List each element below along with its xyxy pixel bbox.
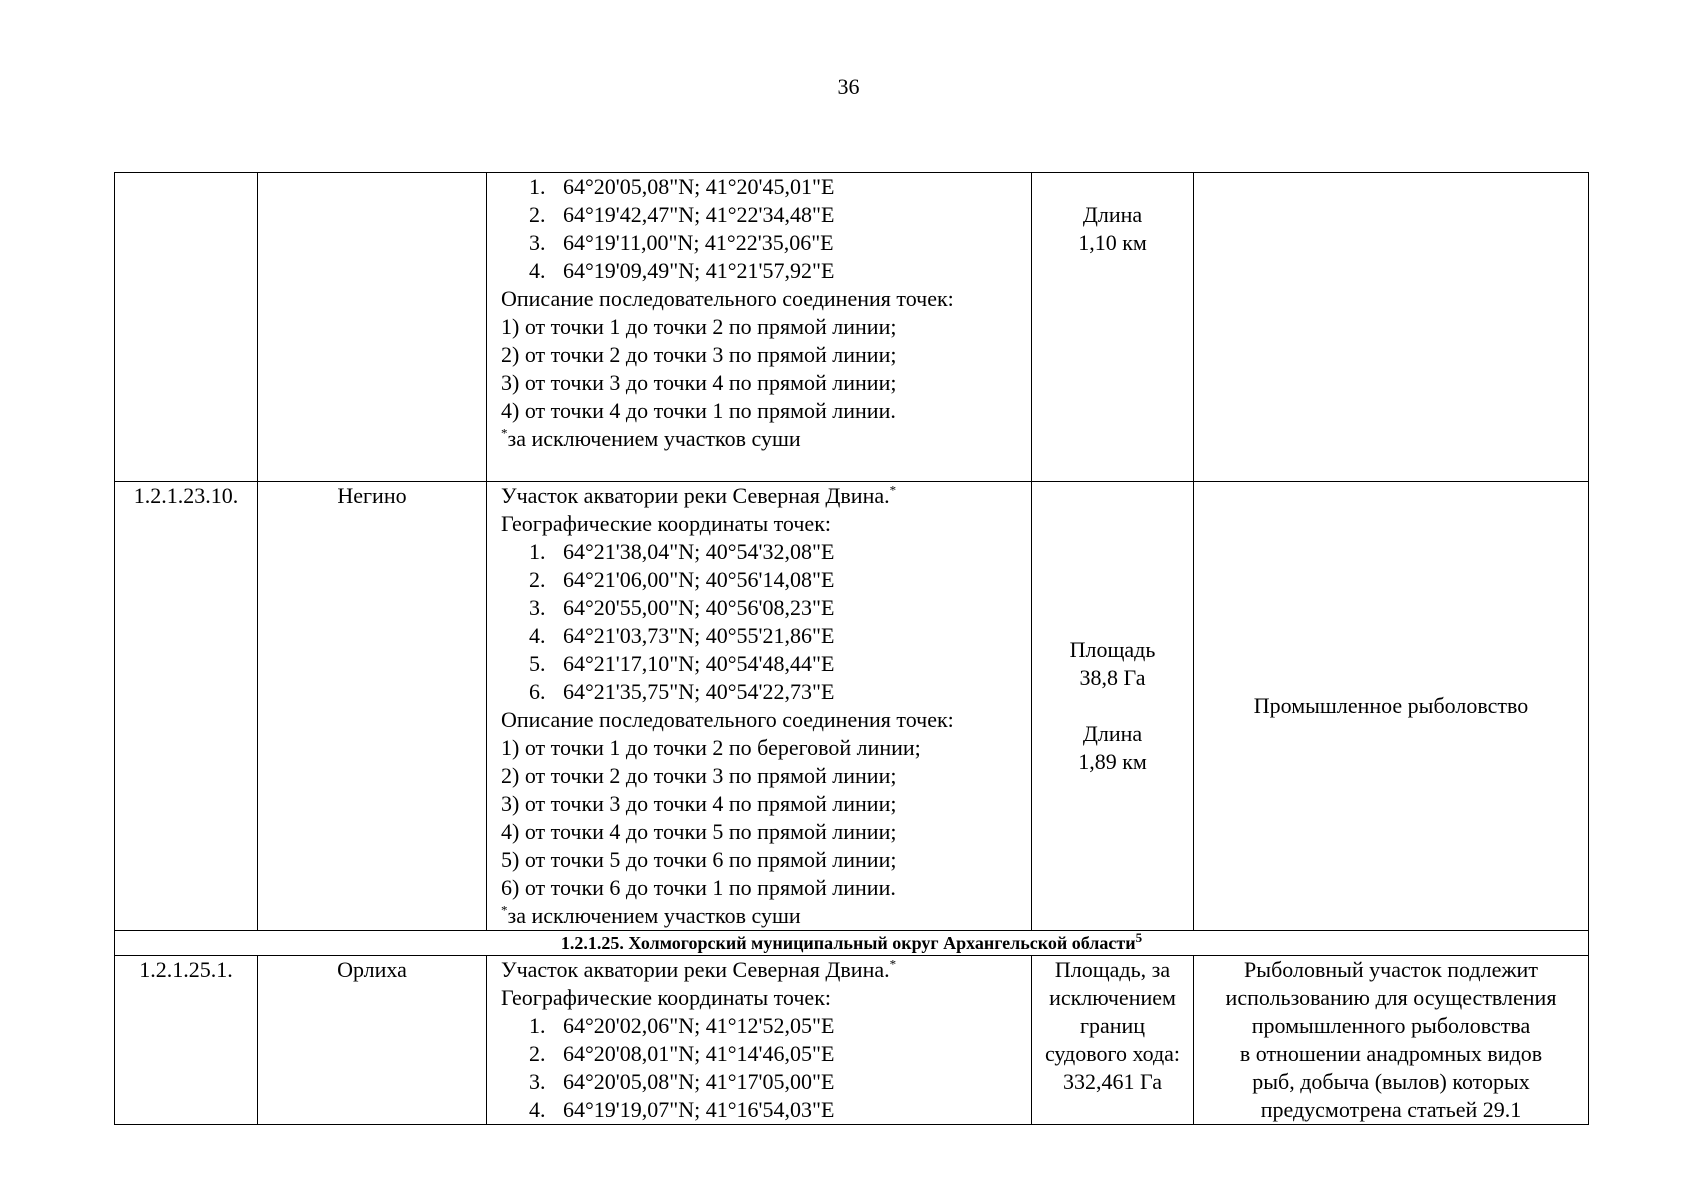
coordinate-point: 6. 64°21'35,75"N; 40°54'22,73"E (529, 679, 835, 704)
table-row-continued (115, 173, 1589, 482)
cell-name: Орлиха (258, 956, 487, 1125)
size-value: 1,10 км (1078, 230, 1147, 255)
cell-description (487, 173, 1032, 482)
cell-number (115, 173, 258, 482)
exclusion-note: *за исключением участков суши (501, 902, 801, 928)
size-line: судового хода: (1044, 1041, 1181, 1066)
purpose-line: в отношении анадромных видов (1239, 1041, 1543, 1066)
section-header-row (115, 931, 1589, 956)
size-line: Площадь, за (1054, 957, 1171, 982)
cell-description (487, 956, 1032, 1125)
length-label: Длина (1082, 721, 1143, 746)
cell-size (1032, 482, 1194, 931)
coordinate-point: 2. 64°21'06,00"N; 40°56'14,08"E (529, 567, 835, 592)
connection-line: 4) от точки 4 до точки 5 по прямой линии; (501, 819, 897, 844)
cell-size (1032, 956, 1194, 1125)
cell-number: 1.2.1.23.10. (115, 482, 258, 931)
connection-line: 5) от точки 5 до точки 6 по прямой линии; (501, 847, 897, 872)
cell-number: 1.2.1.25.1. (115, 956, 258, 1125)
connection-line: 1) от точки 1 до точки 2 по прямой линии; (501, 314, 897, 339)
fishing-areas-table (114, 172, 1589, 1125)
length-value: 1,89 км (1078, 749, 1147, 774)
coords-title: Географические координаты точек: (501, 985, 831, 1010)
purpose-line: предусмотрена статьей 29.1 (1260, 1097, 1522, 1122)
page-number: 36 (837, 74, 860, 99)
connection-line: 6) от точки 6 до точки 1 по прямой линии. (501, 875, 896, 900)
cell-size (1032, 173, 1194, 482)
connection-line: 3) от точки 3 до точки 4 по прямой линии; (501, 791, 897, 816)
exclusion-note: *за исключением участков суши (501, 425, 801, 451)
coordinate-point: 2. 64°20'08,01"N; 41°14'46,05"E (529, 1041, 835, 1066)
purpose-line: Рыболовный участок подлежит (1244, 957, 1538, 982)
connection-title: Описание последовательного соединения точек: (501, 286, 954, 311)
table-row-negino (115, 482, 1589, 931)
cell-purpose (1194, 173, 1589, 482)
coordinate-point: 3. 64°19'11,00"N; 41°22'35,06"E (529, 230, 834, 255)
coordinate-point: 3. 64°20'55,00"N; 40°56'08,23"E (529, 595, 835, 620)
area-title: Участок акватории реки Северная Двина.* (501, 956, 897, 982)
coords-title: Географические координаты точек: (501, 511, 831, 536)
coordinate-point: 4. 64°19'19,07"N; 41°16'54,03"E (529, 1097, 835, 1122)
connection-line: 2) от точки 2 до точки 3 по прямой линии; (501, 763, 897, 788)
cell-name (258, 173, 487, 482)
cell-purpose: Промышленное рыболовство (1194, 482, 1589, 931)
cell-description (487, 482, 1032, 931)
connection-line: 3) от точки 3 до точки 4 по прямой линии; (501, 370, 897, 395)
section-title: 1.2.1.25. Холмогорский муниципальный округ Архангельской области$^5$ (115, 931, 1589, 956)
table-row-orlikha (115, 956, 1589, 1125)
coordinate-point: 4. 64°21'03,73"N; 40°55'21,86"E (529, 623, 835, 648)
purpose-line: рыб, добыча (вылов) которых (1252, 1069, 1530, 1094)
cell-purpose (1194, 956, 1589, 1125)
size-label: Длина (1082, 202, 1143, 227)
coordinate-point: 1. 64°20'05,08"N; 41°20'45,01"E (529, 174, 835, 199)
coordinate-point: 1. 64°20'02,06"N; 41°12'52,05"E (529, 1013, 835, 1038)
size-line: границ (1079, 1013, 1146, 1038)
coordinate-point: 4. 64°19'09,49"N; 41°21'57,92"E (529, 258, 835, 283)
purpose-line: промышленного рыболовства (1251, 1013, 1531, 1038)
coordinate-point: 2. 64°19'42,47"N; 41°22'34,48"E (529, 202, 835, 227)
connection-line: 1) от точки 1 до точки 2 по береговой линии; (501, 735, 921, 760)
coordinate-point: 3. 64°20'05,08"N; 41°17'05,00"E (529, 1069, 835, 1094)
cell-name: Негино (258, 482, 487, 931)
coordinate-point: 1. 64°21'38,04"N; 40°54'32,08"E (529, 539, 835, 564)
connection-title: Описание последовательного соединения точек: (501, 707, 954, 732)
purpose-line: использованию для осуществления (1225, 985, 1557, 1010)
area-label: Площадь (1069, 637, 1156, 662)
connection-line: 2) от точки 2 до точки 3 по прямой линии; (501, 342, 897, 367)
area-title: Участок акватории реки Северная Двина.* (501, 482, 897, 508)
size-line: исключением (1049, 985, 1176, 1010)
size-line: 332,461 Га (1063, 1069, 1162, 1094)
coordinate-point: 5. 64°21'17,10"N; 40°54'48,44"E (529, 651, 835, 676)
connection-line: 4) от точки 4 до точки 1 по прямой линии. (501, 398, 896, 423)
area-value: 38,8 Га (1079, 665, 1146, 690)
